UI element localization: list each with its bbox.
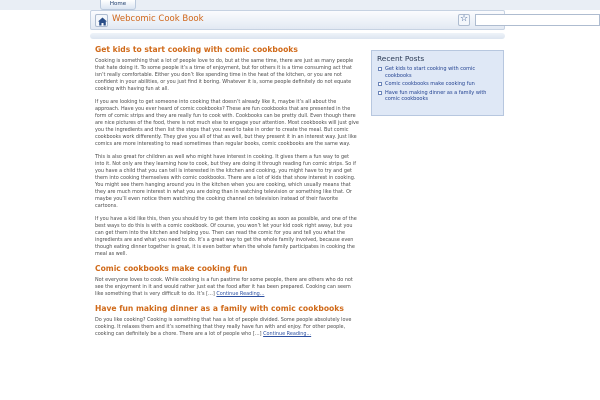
post-excerpt-text: Not everyone loves to cook. While cooking is a fun pastime for some people, there are others who do not see the enjoyment in it and would rather just eat the food after it has been prepared. Cooking can seem like something that is very difficult to do. It’s […] (95, 277, 353, 297)
search-input[interactable] (475, 14, 600, 26)
site-title[interactable]: Webcomic Cook Book (112, 14, 204, 24)
recent-post-label[interactable]: Have fun making dinner as a family with comic cookbooks (385, 89, 487, 102)
post-paragraph: This is also great for children as well who might have interest in cooking. It gives them a fun way to get into it. Not only are they learning how to cook, but they are doing it through reading fun comic strips. So if you have a child that you can tell is interested in the kitchen and cooking, you might have to try and get them into cooking themselves with comic cookbooks. There are a lot of kids that show interest in cooking. You might see them hanging around you in the kitchen when you are cooking, which usually means that they are much more interest in what you are doing than in watching television or something like that. Or maybe you’ll even notice them watching the cooking channel on television instead of their favorite cartoons. (95, 154, 356, 209)
home-icon (97, 16, 108, 27)
bullet-icon (378, 67, 382, 71)
bookmark-button[interactable] (458, 14, 470, 26)
post-excerpt (95, 277, 359, 298)
post-paragraph: If you have a kid like this, then you should try to get them into cooking as soon as possible, and one of the best ways to do this is with a comic cookbook. Of course, you won’t let your kid cook right away, but you can get them into the kitchen and helping you. Then can read the comic for you and tell you what the ingredients are and what you need to do. It’s a great way to get the whole family involved, because even though eating dinner together is great, it is even better when the whole family participates in cooking the meal as well. (95, 216, 357, 257)
site-header (90, 10, 505, 30)
header-divider (90, 33, 505, 39)
post-excerpt (95, 317, 359, 338)
post-title[interactable]: Get kids to start cooking with comic cookbooks (95, 45, 298, 54)
post-excerpt-text: Do you like cooking? Cooking is something that has a lot of people divided. Some people absolutely love cooking. It relaxes them and it’s something that they really have fun with and enjoy. For other people, cooking can definitely be a chore. There are a lot of people who […] (95, 317, 352, 337)
recent-post-label[interactable]: Comic cookbooks make cooking fun (385, 81, 475, 87)
bullet-icon (378, 91, 382, 95)
post (95, 45, 359, 258)
post (95, 304, 359, 338)
home-button[interactable] (95, 14, 108, 27)
post-title[interactable]: Comic cookbooks make cooking fun (95, 264, 248, 273)
recent-posts-list (377, 66, 503, 103)
recent-post-link[interactable] (377, 66, 499, 79)
recent-posts-heading: Recent Posts (377, 54, 425, 63)
post (95, 264, 359, 298)
post-title[interactable]: Have fun making dinner as a family with comic cookbooks (95, 304, 344, 313)
continue-reading-link[interactable]: Continue Reading... (216, 291, 265, 297)
recent-post-label[interactable]: Get kids to start cooking with comic cookbooks (385, 66, 476, 79)
post-paragraph: If you are looking to get someone into cooking that doesn’t already like it, maybe it’s all about the approach. Have you ever heard of comic cookbooks? These are fun cookbooks that are presented in the form of comic strips and they are really fun to cook with. Cookbooks can be pretty dull. Even though there are nice pictures of the food, there is not much else to engage your attention. Most cookbooks will just give you the ingredients and then list the steps that you need to take in order to create the meal. But comic cookbooks work differently. They give you all of that as well, but they present it in an interest way. Just like comics are more interesting to read sometimes than regular books, comic cookbooks are the same way. (95, 99, 359, 147)
top-nav-strip (0, 0, 600, 10)
recent-posts-widget (371, 50, 504, 116)
star-icon: ☆ (460, 14, 469, 24)
recent-post-link[interactable] (377, 90, 499, 103)
continue-reading-link[interactable]: Continue Reading... (263, 331, 312, 337)
home-tab[interactable]: Home (100, 0, 136, 10)
post-paragraph: Cooking is something that a lot of people love to do, but at the same time, there are just as many people that hate doing it. To some people it’s a time of enjoyment, but for others it is a time consuming act that isn’t really comfortable. Either you don’t like spending time in the heat of the kitchen, or you are not confident in your abilities, or you just find it boring. Whatever it is, some people definitely do not equate cooking with having fun at all. (95, 58, 354, 92)
main-content (95, 45, 359, 344)
bullet-icon (378, 82, 382, 86)
recent-post-link[interactable] (377, 81, 499, 88)
